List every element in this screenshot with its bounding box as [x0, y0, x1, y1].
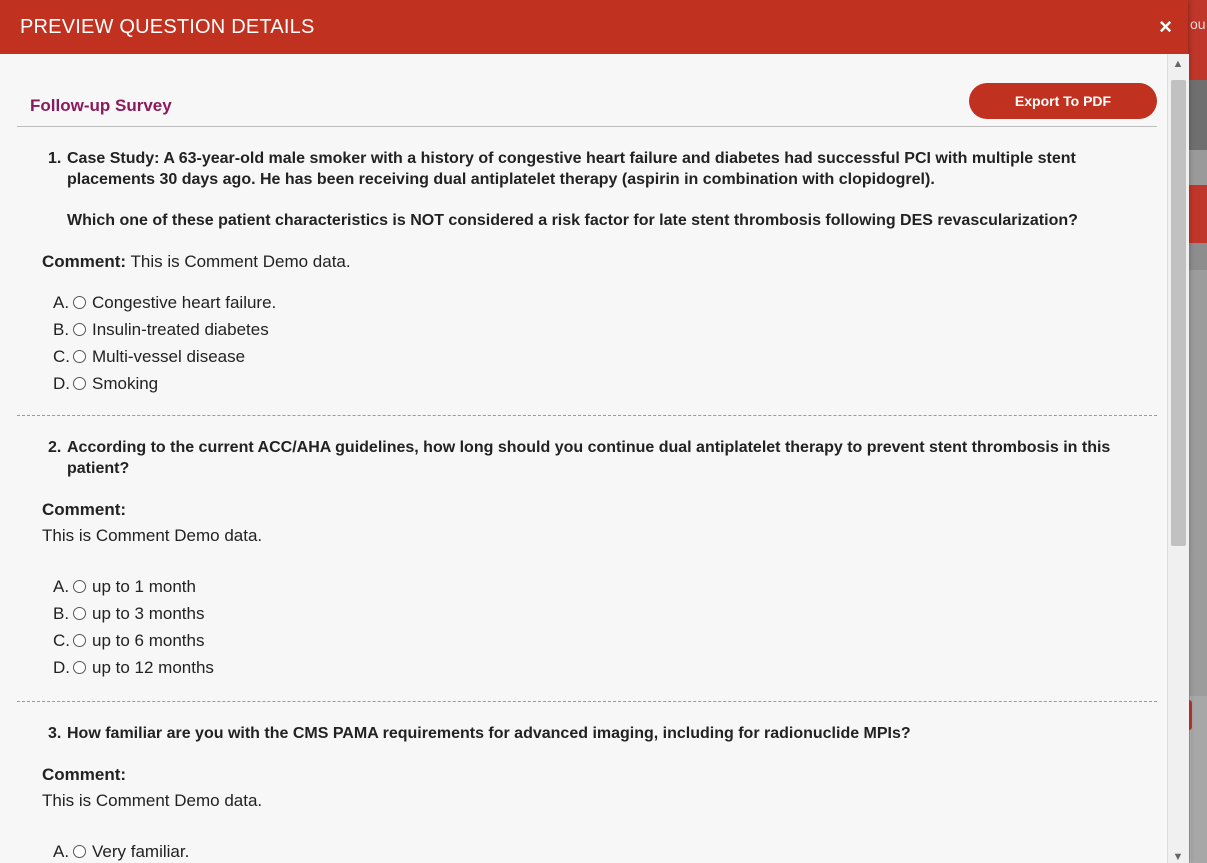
option-d[interactable]: [53, 370, 1157, 397]
radio-button[interactable]: [73, 323, 86, 336]
radio-button[interactable]: [73, 661, 86, 674]
header-divider: [17, 126, 1157, 127]
option-letter: A.: [53, 577, 70, 596]
option-label: Insulin-treated diabetes: [92, 320, 269, 339]
background-box: [1190, 696, 1207, 863]
question-text: [17, 437, 1157, 479]
option-a[interactable]: [53, 573, 1157, 600]
option-letter: A.: [53, 293, 70, 312]
options-list: [17, 289, 1157, 397]
comment-text: This is Comment Demo data.: [130, 252, 351, 271]
question-number: 2.: [48, 439, 62, 456]
background-panel: [1188, 150, 1207, 185]
question-comment: [17, 249, 1157, 275]
option-c[interactable]: [53, 627, 1157, 654]
option-letter: A.: [53, 842, 70, 861]
background-text: ou: [1190, 16, 1206, 32]
question-body: Case Study: A 63-year-old male smoker with a history of congestive heart failure and diabetes had successful PCI with multiple stent placements 30 days ago. He has been receiving dual antiplatelet therapy (aspirin in combination with clopidogrel).: [67, 150, 1076, 188]
option-label: Congestive heart failure.: [92, 293, 277, 312]
option-letter: B.: [53, 320, 70, 339]
question-divider: [17, 701, 1157, 702]
background-header: [1188, 0, 1207, 80]
radio-button[interactable]: [73, 845, 86, 858]
comment-text: This is Comment Demo data.: [42, 526, 263, 545]
question-1: [17, 148, 1157, 397]
export-pdf-button[interactable]: Export To PDF: [969, 83, 1157, 119]
question-3: [17, 723, 1157, 863]
scroll-down-icon[interactable]: ▼: [1172, 851, 1184, 863]
question-number: 1.: [48, 150, 62, 167]
option-b[interactable]: [53, 316, 1157, 343]
question-text: [17, 723, 1157, 744]
question-divider: [17, 415, 1157, 416]
comment-label: Comment:: [42, 500, 127, 519]
background-panel: [1188, 243, 1207, 270]
option-label: Very familiar.: [92, 842, 190, 861]
options-list: [17, 573, 1157, 681]
radio-button[interactable]: [73, 607, 86, 620]
question-prompt: Which one of these patient characteristics is NOT considered a risk factor for late stent thrombosis following DES revascularization?: [67, 212, 1078, 229]
option-d[interactable]: [53, 654, 1157, 681]
radio-button[interactable]: [73, 580, 86, 593]
option-label: Smoking: [92, 374, 159, 393]
option-label: up to 1 month: [92, 577, 196, 596]
question-text: [17, 148, 1157, 231]
question-body: How familiar are you with the CMS PAMA requirements for advanced imaging, including for radionuclide MPIs?: [67, 725, 911, 742]
radio-button[interactable]: [73, 350, 86, 363]
option-letter: B.: [53, 604, 70, 623]
comment-label: Comment:: [42, 765, 127, 784]
radio-button[interactable]: [73, 377, 86, 390]
question-comment: [17, 497, 1157, 549]
background-panel: [1188, 80, 1207, 150]
option-letter: C.: [53, 347, 70, 366]
scroll-up-icon[interactable]: ▲: [1172, 58, 1184, 70]
option-a[interactable]: [53, 838, 1157, 863]
option-label: Multi-vessel disease: [92, 347, 246, 366]
option-b[interactable]: [53, 600, 1157, 627]
option-label: up to 12 months: [92, 658, 214, 677]
scroll-thumb[interactable]: [1171, 80, 1186, 546]
option-a[interactable]: [53, 289, 1157, 316]
survey-title: Follow-up Survey: [30, 96, 172, 115]
option-label: up to 6 months: [92, 631, 205, 650]
modal-body: [0, 54, 1166, 863]
options-list: [17, 838, 1157, 863]
radio-button[interactable]: [73, 634, 86, 647]
option-letter: C.: [53, 631, 70, 650]
modal-title: PREVIEW QUESTION DETAILS: [20, 16, 315, 38]
background-banner: [1188, 185, 1207, 243]
comment-label: Comment:: [42, 252, 127, 271]
option-letter: D.: [53, 374, 70, 393]
question-comment: [17, 762, 1157, 814]
close-icon[interactable]: ×: [1159, 14, 1172, 39]
option-label: up to 3 months: [92, 604, 205, 623]
option-c[interactable]: [53, 343, 1157, 370]
radio-button[interactable]: [73, 296, 86, 309]
vertical-scrollbar[interactable]: [1167, 54, 1189, 863]
question-number: 3.: [48, 725, 62, 742]
option-letter: D.: [53, 658, 70, 677]
modal-header: [0, 0, 1188, 54]
question-body: According to the current ACC/AHA guidelines, how long should you continue dual antiplatelet therapy to prevent stent thrombosis in this patient?: [67, 439, 1111, 477]
comment-text: This is Comment Demo data.: [42, 791, 263, 810]
question-2: [17, 437, 1157, 681]
